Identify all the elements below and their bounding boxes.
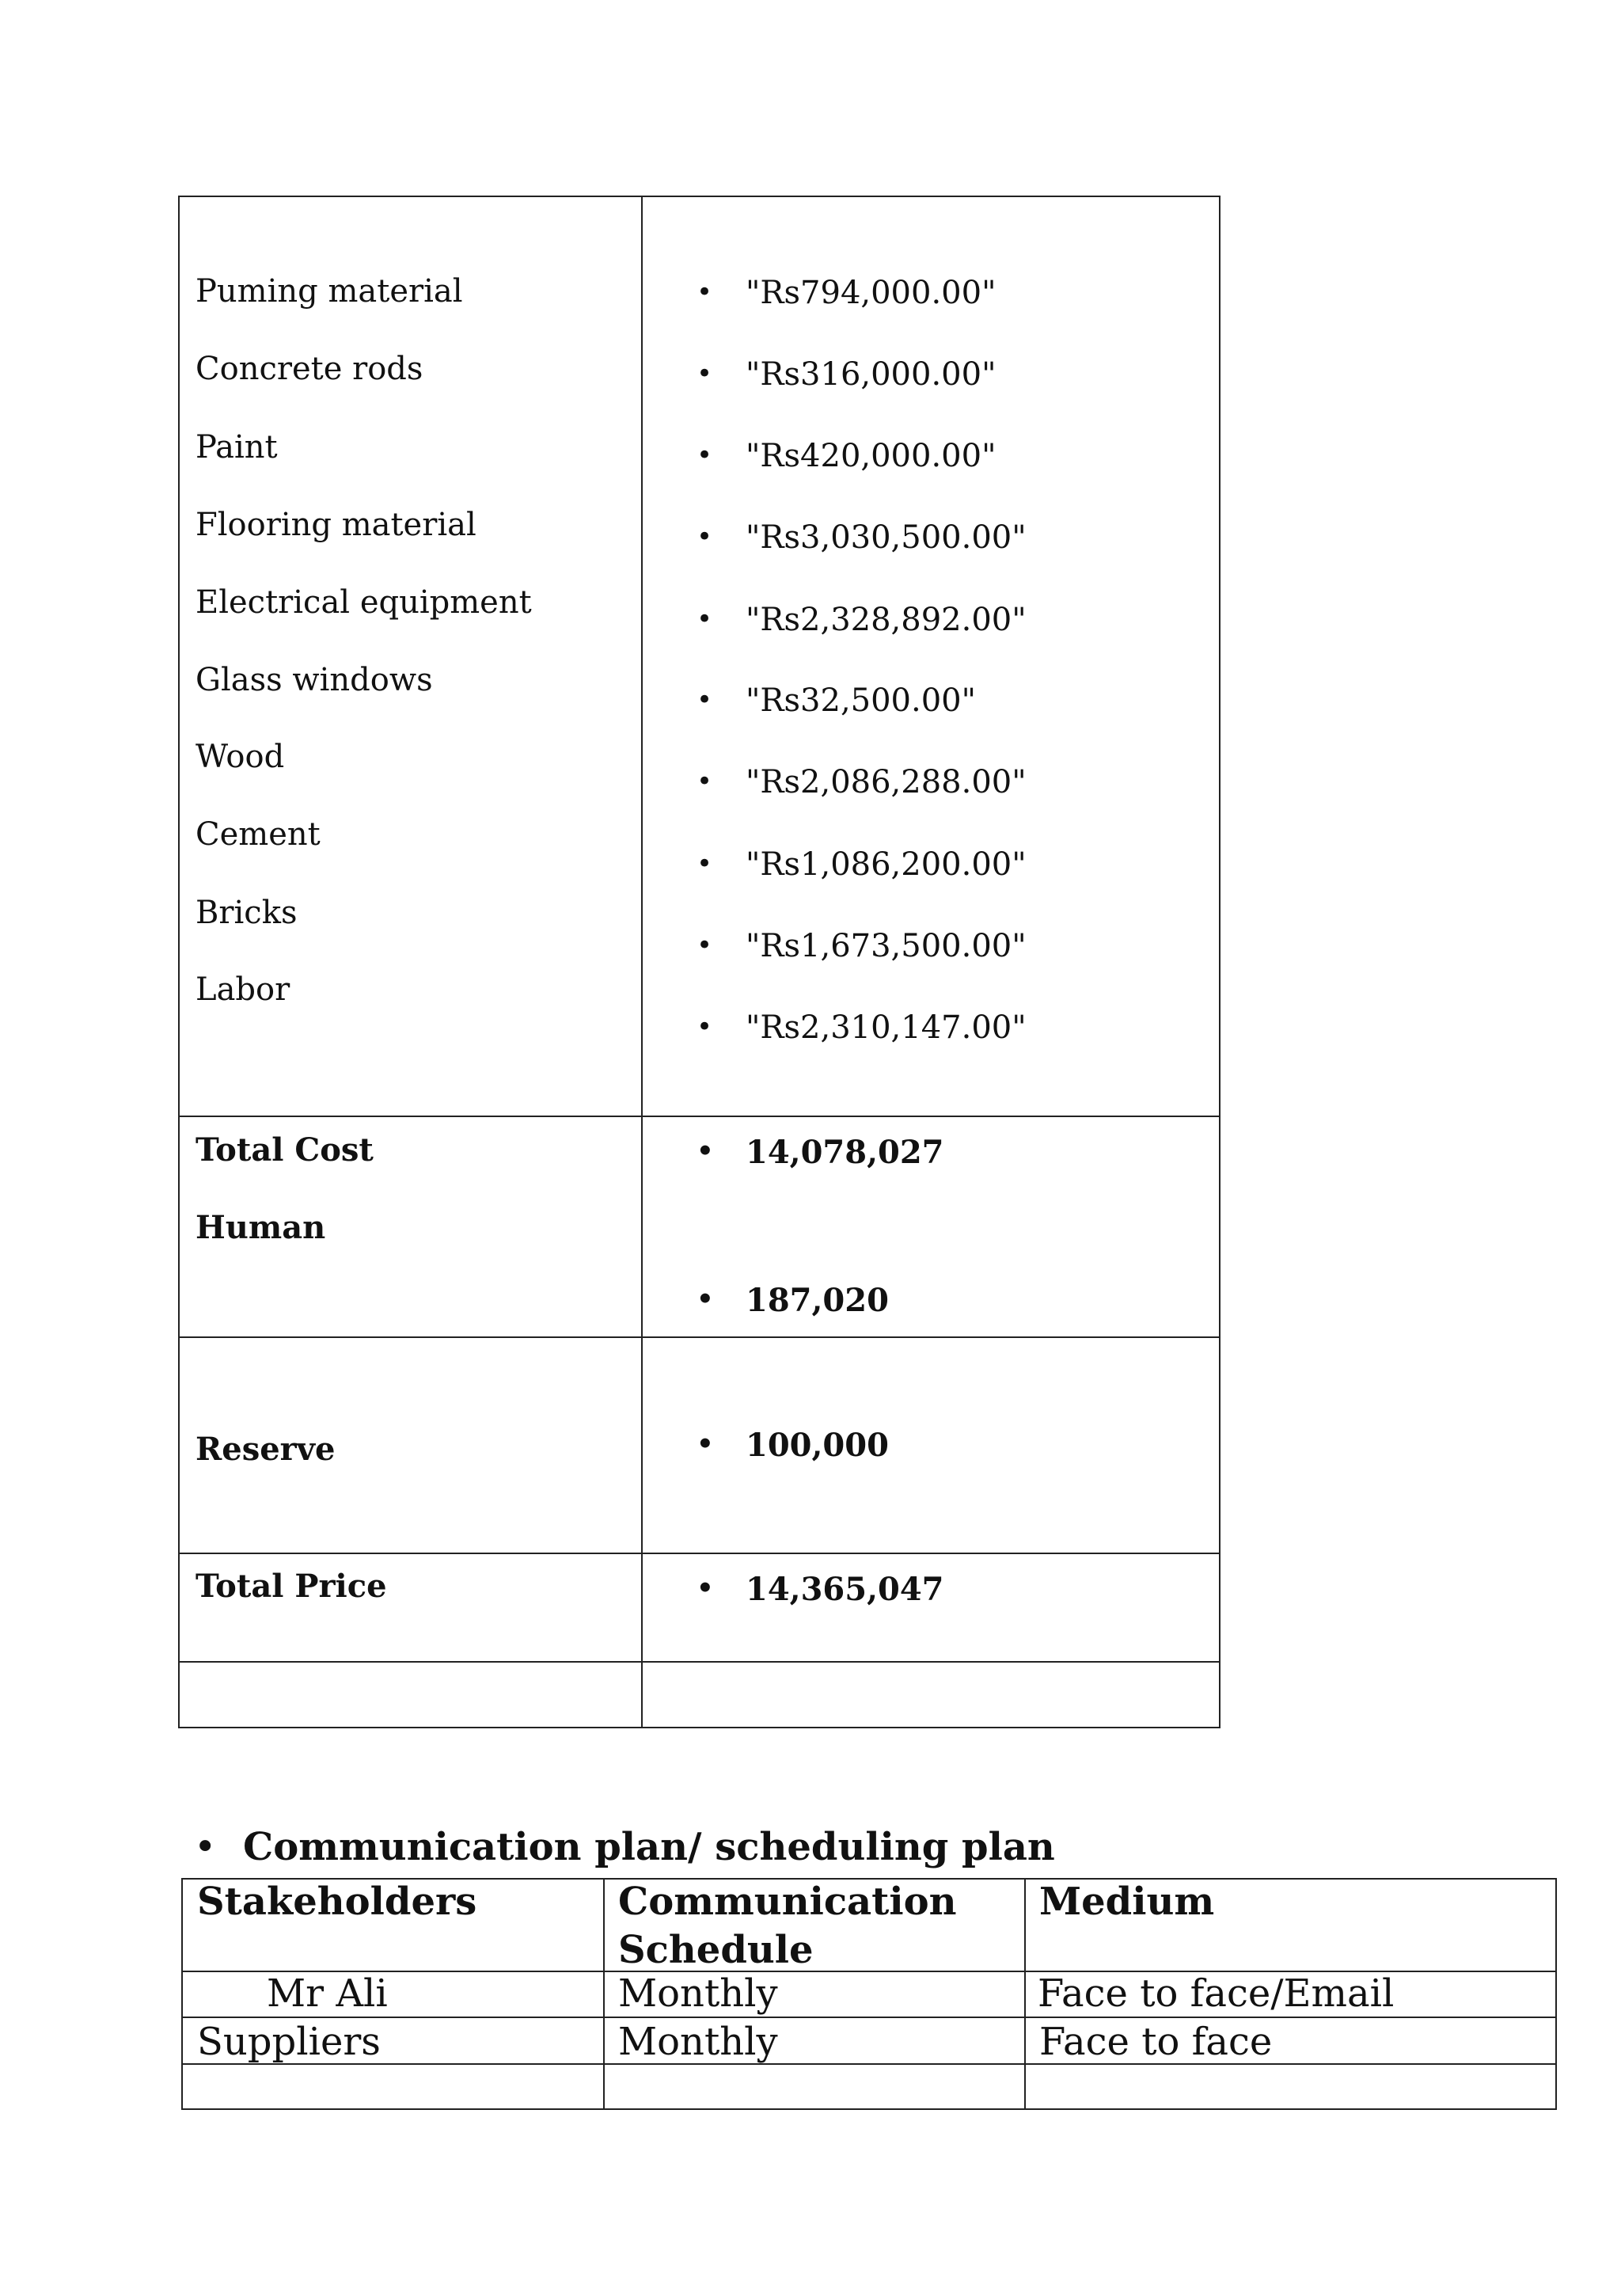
reserve-label: Reserve [196, 1431, 336, 1468]
human-value: • 187,020 [746, 1282, 889, 1319]
item-label: Labor [196, 971, 290, 1008]
cell-stakeholder: Suppliers [197, 2020, 381, 2064]
communication-plan-heading [194, 1825, 1055, 1869]
item-label: Cement [196, 816, 321, 853]
column-divider [603, 1880, 605, 2108]
item-value: • "Rs1,673,500.00" [746, 928, 1027, 964]
total-cost-value: • 14,078,027 [746, 1134, 944, 1171]
item-value: • "Rs32,500.00" [746, 682, 976, 719]
row-divider [183, 2063, 1555, 2065]
header-schedule-line1: Communication [618, 1880, 957, 1924]
cell-stakeholder: Mr Ali [267, 1971, 388, 2016]
header-schedule-line2: Schedule [618, 1928, 814, 1972]
total-cost-label: Total Cost [196, 1131, 374, 1169]
column-divider [1024, 1880, 1026, 2108]
item-label: Concrete rods [196, 351, 423, 387]
human-label: Human [196, 1209, 326, 1246]
item-value: • "Rs1,086,200.00" [746, 846, 1027, 883]
item-label: Wood [196, 739, 285, 775]
item-label: Paint [196, 429, 278, 466]
item-label: Glass windows [196, 662, 433, 698]
reserve-value: • 100,000 [746, 1427, 889, 1464]
item-value: • "Rs3,030,500.00" [746, 519, 1027, 556]
cell-schedule: Monthly [618, 2020, 778, 2064]
total-price-label: Total Price [196, 1568, 387, 1605]
header-medium: Medium [1039, 1880, 1215, 1924]
cell-medium: Face to face/Email [1038, 1971, 1395, 2016]
item-label: Flooring material [196, 507, 476, 543]
item-value: • "Rs794,000.00" [746, 275, 996, 311]
item-value: • "Rs316,000.00" [746, 356, 996, 393]
item-value: • "Rs420,000.00" [746, 438, 996, 474]
item-label: Electrical equipment [196, 584, 532, 621]
bullet: • [194, 1825, 217, 1869]
communication-table [181, 1878, 1557, 2110]
cell-medium: Face to face [1039, 2020, 1273, 2064]
item-value: • "Rs2,086,288.00" [746, 764, 1027, 800]
values-column [643, 197, 1219, 1727]
item-label: Bricks [196, 895, 298, 931]
header-stakeholders: Stakeholders [197, 1880, 477, 1924]
cost-table [178, 196, 1220, 1728]
cell-schedule: Monthly [618, 1971, 778, 2016]
item-value: • "Rs2,310,147.00" [746, 1009, 1027, 1046]
total-price-value: • 14,365,047 [746, 1571, 944, 1608]
item-value: • "Rs2,328,892.00" [746, 602, 1027, 638]
item-label: Puming material [196, 273, 463, 310]
heading-text: Communication plan/ scheduling plan [243, 1825, 1055, 1869]
